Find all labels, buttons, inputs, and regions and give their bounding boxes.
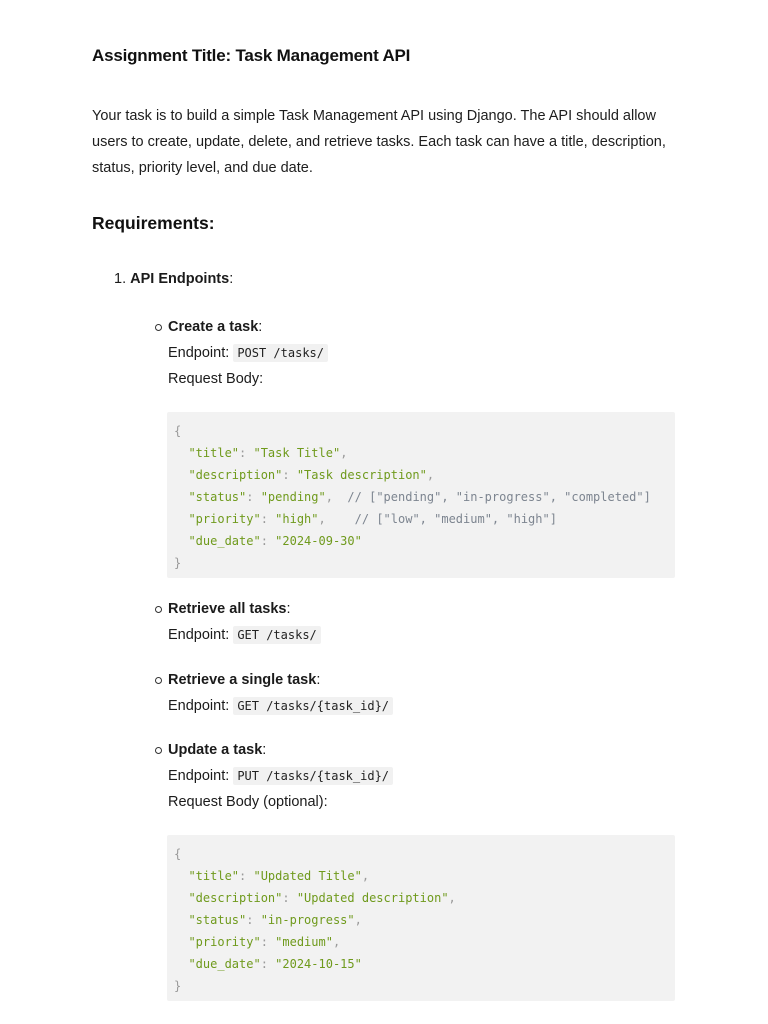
code-line: "description": "Updated description", bbox=[188, 891, 456, 905]
code-value: "Task description" bbox=[296, 468, 427, 482]
endpoint-code: GET /tasks/ bbox=[233, 626, 320, 644]
code-key: "title" bbox=[188, 446, 240, 460]
code-close-brace: } bbox=[174, 556, 182, 570]
bullet-retrieve-all: Retrieve all tasks: bbox=[168, 596, 688, 622]
bullet-retrieve-one: Retrieve a single task: bbox=[168, 667, 688, 693]
code-value: "Task Title" bbox=[253, 446, 341, 460]
code-line: "title": "Updated Title", bbox=[188, 869, 370, 883]
code-key: "description" bbox=[188, 891, 283, 905]
code-value: "in-progress" bbox=[260, 913, 355, 927]
code-line: "description": "Task description", bbox=[188, 468, 435, 482]
endpoint-prefix: Endpoint: bbox=[168, 768, 230, 784]
endpoint-line bbox=[168, 622, 688, 648]
intro-paragraph: Your task is to build a simple Task Management API using Django. The API should allow users to create, update, delete, and retrieve tasks. Each task can have a title, description, status, priority level, and due date. bbox=[92, 108, 666, 176]
endpoint-line bbox=[168, 763, 688, 789]
code-line: "status": "pending", // ["pending", "in-progress", "completed"] bbox=[188, 490, 651, 504]
bullet-circle-icon bbox=[155, 606, 162, 613]
code-key: "priority" bbox=[188, 935, 261, 949]
list-label: API Endpoints bbox=[130, 271, 230, 287]
code-comma: , bbox=[354, 913, 362, 927]
endpoint-create bbox=[168, 314, 688, 392]
code-value: "2024-10-15" bbox=[275, 957, 362, 971]
endpoint-line bbox=[168, 693, 688, 719]
code-value: "medium" bbox=[275, 935, 333, 949]
bullet-update: Update a task: bbox=[168, 737, 688, 763]
bullet-circle-icon bbox=[155, 677, 162, 684]
code-comma: , bbox=[318, 512, 326, 526]
bullet-create: Create a task: bbox=[168, 314, 688, 340]
endpoint-label: Create a task bbox=[168, 319, 259, 335]
code-comma: , bbox=[325, 490, 333, 504]
numbered-item-api-endpoints bbox=[114, 271, 233, 287]
list-number: 1. bbox=[114, 271, 127, 287]
code-block-create bbox=[167, 412, 675, 578]
endpoint-code: POST /tasks/ bbox=[233, 344, 328, 362]
code-open-brace: { bbox=[174, 847, 182, 861]
code-key: "due_date" bbox=[188, 957, 261, 971]
code-comma: , bbox=[340, 446, 348, 460]
endpoint-retrieve-one bbox=[168, 667, 688, 719]
code-line: "due_date": "2024-10-15" bbox=[188, 957, 362, 971]
endpoint-prefix: Endpoint: bbox=[168, 345, 230, 361]
endpoint-label: Retrieve a single task bbox=[168, 672, 317, 688]
requirements-heading: Requirements: bbox=[92, 213, 215, 233]
endpoint-prefix: Endpoint: bbox=[168, 698, 230, 714]
request-body-label: Request Body: bbox=[168, 371, 264, 387]
code-key: "priority" bbox=[188, 512, 261, 526]
code-comma: , bbox=[426, 468, 435, 482]
code-line: "title": "Task Title", bbox=[188, 446, 348, 460]
code-key: "description" bbox=[188, 468, 283, 482]
code-value: "high" bbox=[275, 512, 319, 526]
code-key: "status" bbox=[188, 913, 247, 927]
endpoint-code: GET /tasks/{task_id}/ bbox=[233, 697, 393, 715]
code-open-brace: { bbox=[174, 424, 182, 438]
request-body-label: Request Body (optional): bbox=[168, 794, 328, 810]
list-label-suffix: : bbox=[229, 271, 234, 287]
code-comment: // ["pending", "in-progress", "completed"] bbox=[332, 490, 651, 504]
code-line: "status": "in-progress", bbox=[188, 913, 362, 927]
code-key: "title" bbox=[188, 869, 240, 883]
assignment-title: Assignment Title: Task Management API bbox=[92, 46, 411, 65]
code-comma: , bbox=[448, 891, 456, 905]
endpoint-label: Update a task bbox=[168, 742, 263, 758]
endpoint-code: PUT /tasks/{task_id}/ bbox=[233, 767, 393, 785]
code-value: "2024-09-30" bbox=[275, 534, 362, 548]
endpoint-retrieve-all bbox=[168, 596, 688, 648]
code-value: "pending" bbox=[260, 490, 326, 504]
code-key: "due_date" bbox=[188, 534, 261, 548]
code-line: "priority": "high", // ["low", "medium", "high"] bbox=[188, 512, 557, 526]
bullet-circle-icon bbox=[155, 747, 162, 754]
code-comma: , bbox=[332, 935, 341, 949]
endpoint-line bbox=[168, 340, 688, 366]
code-line: "priority": "medium", bbox=[188, 935, 341, 949]
code-value: "Updated description" bbox=[296, 891, 449, 905]
code-block-update bbox=[167, 835, 675, 1001]
code-key: "status" bbox=[188, 490, 247, 504]
code-value: "Updated Title" bbox=[253, 869, 362, 883]
endpoint-prefix: Endpoint: bbox=[168, 627, 230, 643]
endpoint-label: Retrieve all tasks bbox=[168, 601, 287, 617]
code-close-brace: } bbox=[174, 979, 182, 993]
code-comma: , bbox=[361, 869, 370, 883]
bullet-circle-icon bbox=[155, 324, 162, 331]
code-line: "due_date": "2024-09-30" bbox=[188, 534, 362, 548]
code-comment: // ["low", "medium", "high"] bbox=[325, 512, 557, 526]
endpoint-update bbox=[168, 737, 688, 815]
